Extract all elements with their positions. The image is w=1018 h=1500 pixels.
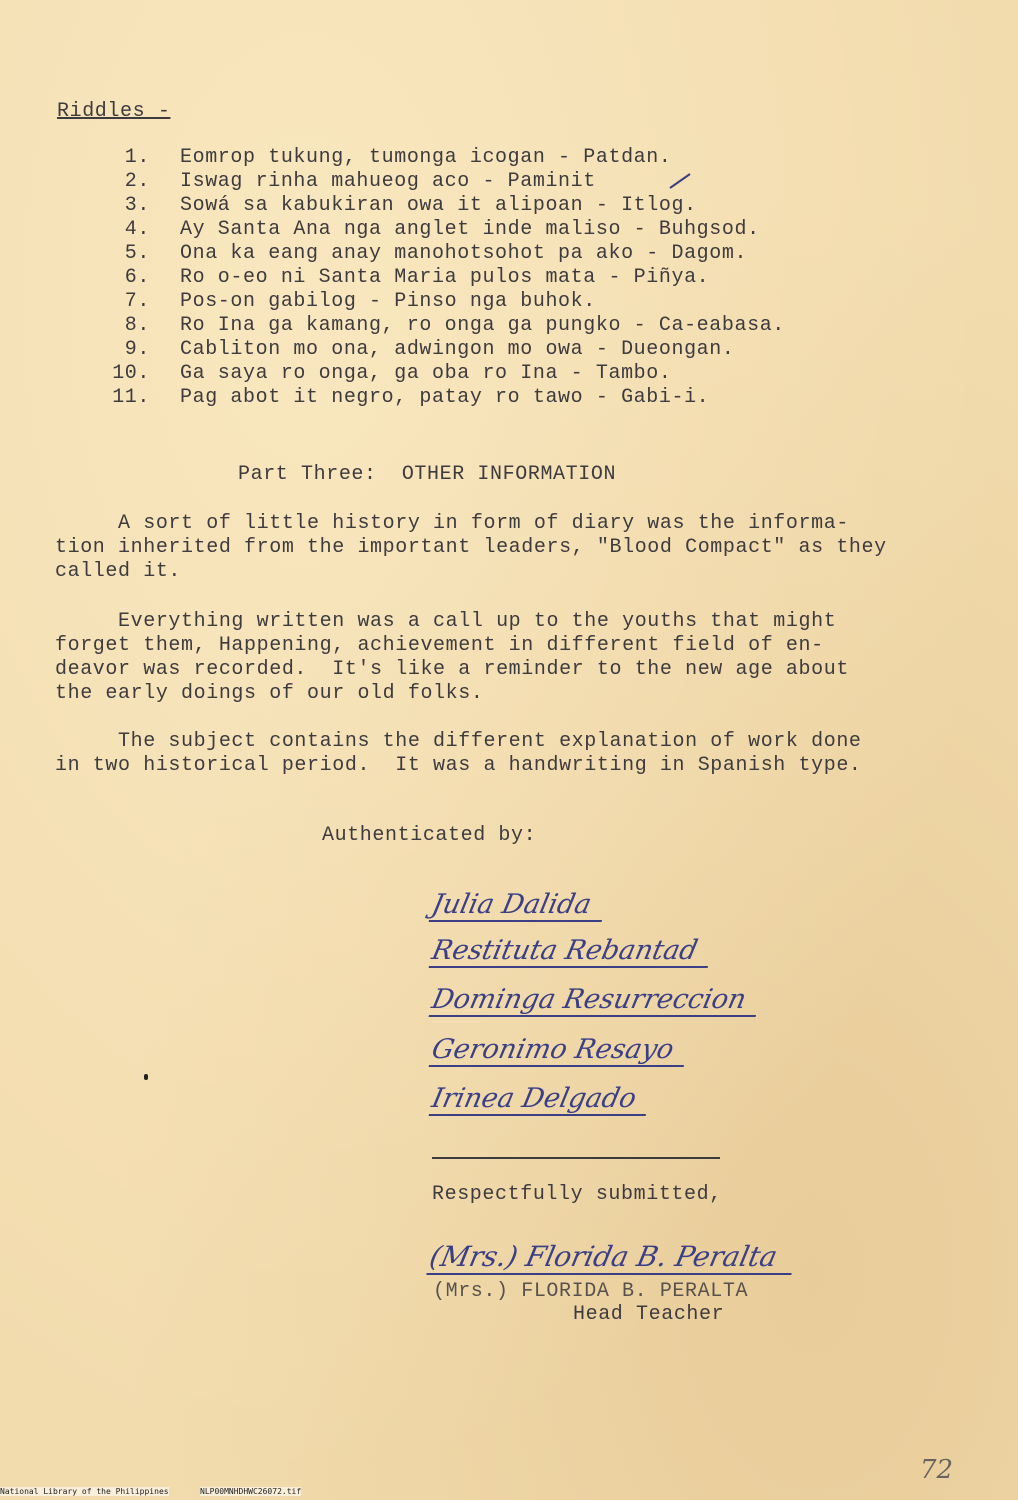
signature-restituta-rebantad: Restituta Rebantad (429, 936, 715, 968)
section-title: Riddles - (57, 100, 171, 123)
paragraph-records: Everything written was a call up to the youths that might forget them, Happening, achievement in different field of en- deavor was recorded. It's like a reminder to the new age about the early doings of our old folks. (55, 610, 849, 705)
page-number-mark: 72 (920, 1455, 954, 1485)
teacher-name: (Mrs.) FLORIDA B. PERALTA (433, 1280, 749, 1303)
riddle-item: 7. Pos-on gabilog - Pinso nga buhok. (124, 290, 596, 313)
paragraph-history: A sort of little history in form of diary was the informa- tion inherited from the important leaders, "Blood Compact" as they called it. (55, 512, 887, 583)
riddle-item: 6. Ro o-eo ni Santa Maria pulos mata - Piñya. (124, 266, 710, 289)
footer-file-label: NLP00MNHDHWC26072.tif (200, 1487, 302, 1496)
riddle-item: 2. Iswag rinha mahueog aco - Paminit (124, 170, 596, 193)
signature-geronimo-resayo: Geronimo Resayo (429, 1035, 691, 1067)
riddle-item: 5. Ona ka eang anay manohotsohot pa ako - Dagom. (124, 242, 748, 265)
teacher-title: Head Teacher (573, 1303, 725, 1326)
signature-divider (432, 1157, 720, 1159)
riddle-item: 1. Eomrop tukung, tumonga icogan - Patdan. (124, 146, 672, 169)
ink-spot (144, 1074, 148, 1080)
paragraph-subject: The subject contains the different explanation of work done in two historical period. It was a handwriting in Spanish type. (55, 730, 862, 777)
signature-irinea-delgado: Irinea Delgado (429, 1084, 653, 1116)
check-mark-icon (668, 172, 692, 190)
riddle-item: 10. Ga saya ro onga, ga oba ro Ina - Tambo. (112, 362, 672, 385)
riddle-item: 8. Ro Ina ga kamang, ro onga ga pungko - Ca-eabasa. (124, 314, 785, 337)
riddle-item: 3. Sowá sa kabukiran owa it alipoan - Itlog. (124, 194, 697, 217)
signature-dominga-resurreccion: Dominga Resurreccion (429, 985, 763, 1017)
riddle-item: 9. Cabliton mo ona, adwingon mo owa - Dueongan. (124, 338, 735, 361)
riddle-item: 4. Ay Santa Ana nga anglet inde maliso - Buhgsod. (124, 218, 760, 241)
teacher-signature: (Mrs.) Florida B. Peralta (426, 1240, 798, 1275)
closing-line: Respectfully submitted, (432, 1183, 722, 1206)
authenticated-label: Authenticated by: (322, 824, 537, 847)
footer-library-label: National Library of the Philippines (0, 1487, 169, 1496)
part-title: Part Three: OTHER INFORMATION (238, 463, 617, 486)
riddle-item: 11. Pag abot it negro, patay ro tawo - Gabi-i. (112, 386, 710, 409)
signature-julia-dalida: Julia Dalida (429, 890, 608, 922)
